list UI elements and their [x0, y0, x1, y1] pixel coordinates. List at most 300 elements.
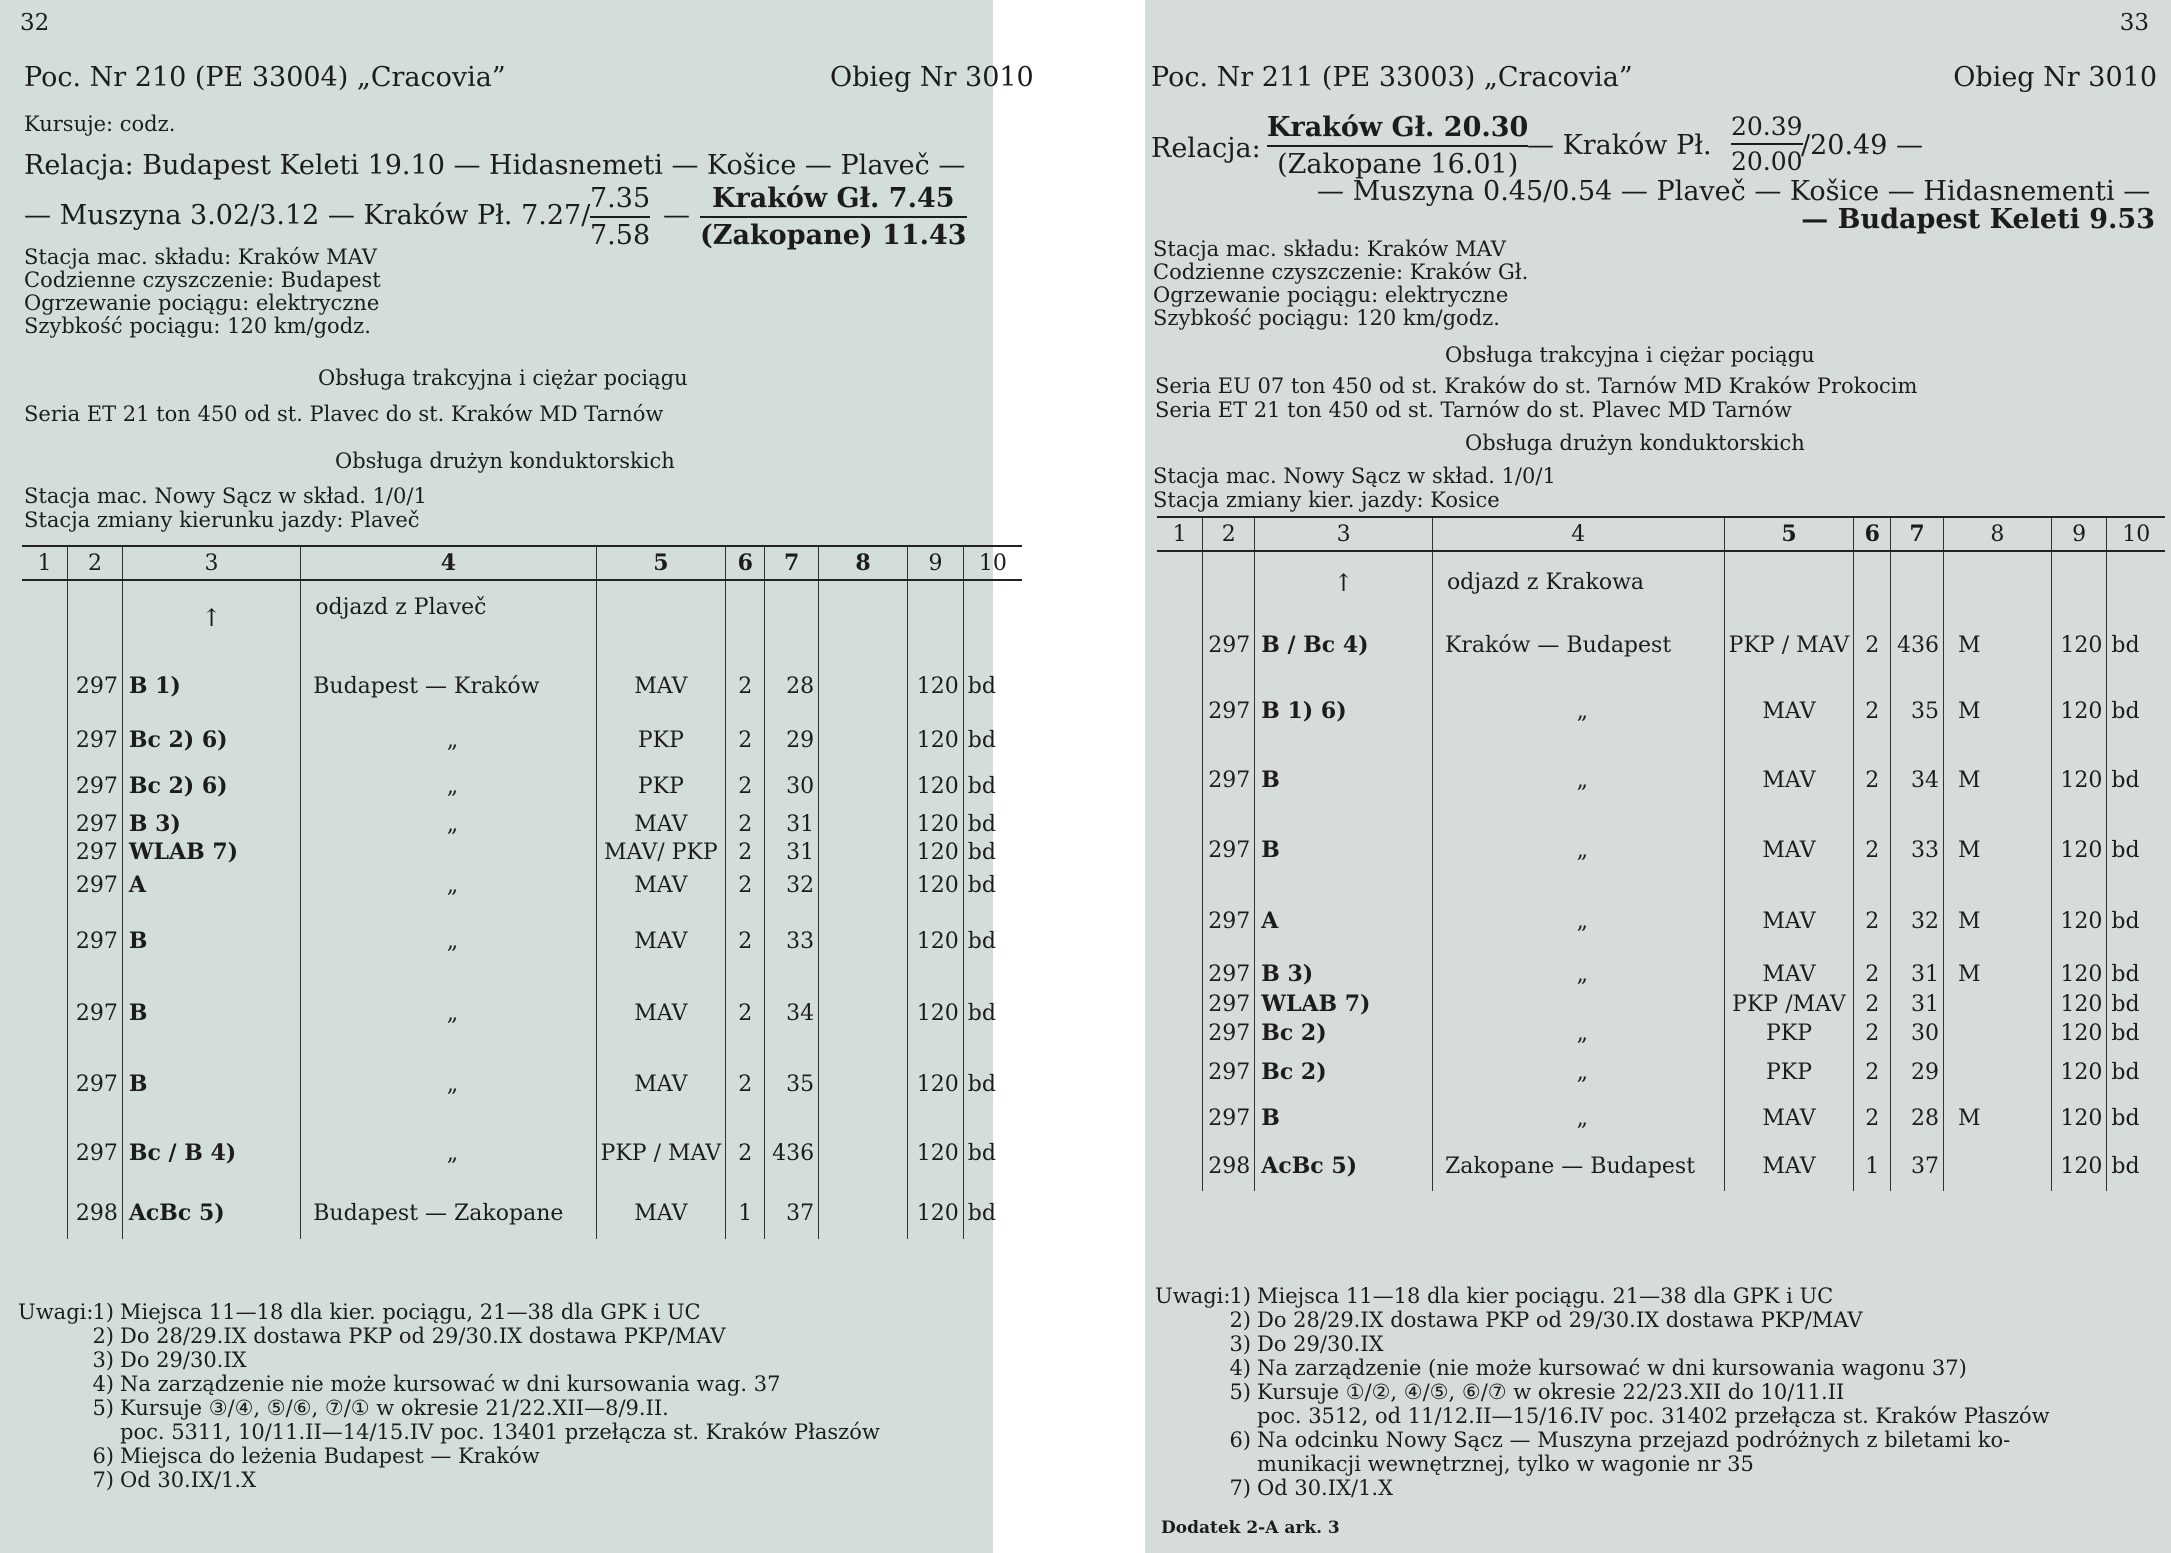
cell-col-7: 31	[1891, 991, 1944, 1017]
fraction-top: 7.35	[590, 183, 651, 214]
cell-col-4: „	[1432, 1017, 1724, 1049]
cell-col-8	[819, 1049, 908, 1119]
cell-col-7: 29	[765, 717, 819, 763]
note-number	[18, 1420, 120, 1444]
cell-col-7: 30	[1891, 1017, 1944, 1049]
cell-col-7: 31	[765, 809, 819, 839]
note-number: 5)	[1229, 1380, 1251, 1404]
cell-col-1	[1157, 991, 1203, 1017]
table-header-row	[22, 546, 1022, 580]
cell-col-6: 2	[1854, 1095, 1891, 1141]
cell-col-7: 31	[765, 839, 819, 865]
cell-col-8	[819, 1119, 908, 1187]
info-line: Szybkość pociągu: 120 km/godz.	[1153, 306, 1500, 330]
cell-col-4: Budapest — Kraków	[301, 655, 596, 717]
cell-col-3: B / Bc 4)	[1255, 613, 1433, 677]
cell-col-5: PKP	[1724, 1049, 1854, 1095]
note-text: Do 29/30.IX	[1257, 1332, 1384, 1356]
crew-heading: Obsługa drużyn konduktorskich	[1465, 431, 1805, 455]
cell-col-4: Zakopane — Budapest	[1432, 1141, 1724, 1191]
table-row	[1157, 745, 2165, 815]
column-header: 7	[765, 546, 819, 580]
note-number: 5)	[92, 1396, 114, 1420]
traction-heading: Obsługa trakcyjna i ciężar pociągu	[1445, 343, 1815, 367]
cell-col-1	[1157, 1049, 1203, 1095]
note-item	[1155, 1332, 2050, 1356]
cell-col-6: 2	[1854, 677, 1891, 745]
column-header: 9	[2051, 517, 2107, 551]
cell-col-9: 120	[2051, 677, 2107, 745]
cell-col-5: MAV	[1724, 1141, 1854, 1191]
cell-col-3: B 3)	[1255, 957, 1433, 991]
cell-col-4: „	[301, 977, 596, 1049]
cell-col-3: Bc / B 4)	[122, 1119, 300, 1187]
traction-line: Seria ET 21 ton 450 od st. Plavec do st. Kraków MD Tarnów	[24, 402, 664, 426]
cell-col-2: 297	[1203, 1095, 1255, 1141]
cell-col-9: 120	[2051, 1141, 2107, 1191]
departure-text: odjazd z Krakowa	[1432, 551, 1724, 613]
footer-text: Dodatek 2-A ark. 3	[1161, 1518, 1340, 1538]
notes-label: Uwagi:	[18, 1300, 94, 1324]
cell-col-6: 2	[1854, 745, 1891, 815]
cell-col-4: „	[1432, 1049, 1724, 1095]
cell-col-9: 120	[2051, 1049, 2107, 1095]
cell-col-10: bd	[963, 905, 1022, 977]
cell-col-7: 31	[1891, 957, 1944, 991]
cell-col-6: 2	[726, 809, 765, 839]
cell-col-10: bd	[2107, 815, 2165, 885]
cell-col-9: 120	[908, 717, 964, 763]
page-number: 33	[2119, 10, 2149, 36]
traction-heading: Obsługa trakcyjna i ciężar pociągu	[318, 366, 688, 390]
note-number: 6)	[1229, 1428, 1251, 1452]
cell-col-7: 35	[1891, 677, 1944, 745]
table-row	[1157, 677, 2165, 745]
note-item	[18, 1444, 880, 1468]
table-row	[22, 717, 1022, 763]
table-row	[1157, 815, 2165, 885]
cell-col-9: 120	[2051, 1017, 2107, 1049]
cell-col-1	[22, 865, 68, 905]
cell-col-5: MAV	[596, 865, 726, 905]
fraction-top: Kraków Gł. 7.45	[712, 183, 955, 214]
column-header: 8	[819, 546, 908, 580]
cell-col-1	[22, 717, 68, 763]
relacja-line-3	[1801, 204, 2155, 235]
note-text: Od 30.IX/1.X	[1257, 1476, 1394, 1500]
cell-col-3: Bc 2) 6)	[122, 763, 300, 809]
cell-col-5: MAV	[596, 1187, 726, 1239]
table-row	[1157, 1049, 2165, 1095]
cell-col-10: bd	[963, 809, 1022, 839]
cell-col-6: 2	[726, 865, 765, 905]
cell-col-5: PKP / MAV	[596, 1119, 726, 1187]
cell-col-6: 2	[726, 977, 765, 1049]
cell-col-2: 297	[68, 1119, 123, 1187]
cell-col-8	[819, 839, 908, 865]
fraction-bottom: (Zakopane 16.01)	[1277, 149, 1519, 180]
crew-block	[1153, 464, 1556, 512]
column-header: 6	[1854, 517, 1891, 551]
cell-col-5: PKP / MAV	[1724, 613, 1854, 677]
cell-col-10: bd	[963, 865, 1022, 905]
cell-col-2: 297	[1203, 677, 1255, 745]
cell-col-3: B 1)	[122, 655, 300, 717]
note-item	[18, 1468, 880, 1492]
cell-col-9: 120	[2051, 745, 2107, 815]
cell-col-1	[22, 809, 68, 839]
cell-col-6: 2	[1854, 1049, 1891, 1095]
note-text: Miejsca 11—18 dla kier. pociągu, 21—38 dla GPK i UC	[120, 1300, 701, 1324]
cell-col-9: 120	[2051, 1095, 2107, 1141]
note-item	[18, 1300, 880, 1324]
cell-col-6: 2	[1854, 991, 1891, 1017]
note-item	[1155, 1308, 2050, 1332]
cell-col-6: 2	[726, 1049, 765, 1119]
cell-col-5: MAV	[596, 1049, 726, 1119]
cell-col-10: bd	[963, 1187, 1022, 1239]
info-block	[1153, 238, 1528, 330]
cell-col-6: 1	[726, 1187, 765, 1239]
traction-block	[1155, 374, 1917, 422]
cell-col-1	[22, 1187, 68, 1239]
cell-col-8	[819, 1187, 908, 1239]
cell-col-4: „	[1432, 1095, 1724, 1141]
cell-col-8	[819, 977, 908, 1049]
cell-col-9: 120	[908, 1187, 964, 1239]
table-header-row	[1157, 517, 2165, 551]
cell-col-10: bd	[2107, 1017, 2165, 1049]
cell-col-9: 120	[2051, 613, 2107, 677]
relacja-label: Relacja:	[1151, 133, 1261, 164]
relacja-fraction-2	[700, 183, 967, 251]
cell-col-2: 298	[1203, 1141, 1255, 1191]
cell-col-6: 1	[1854, 1141, 1891, 1191]
left-page	[0, 0, 1034, 1553]
relacja-line-2: — Muszyna 3.02/3.12 — Kraków Pł. 7.27/	[24, 200, 591, 231]
note-number	[1155, 1452, 1257, 1476]
cell-col-1	[1157, 613, 1203, 677]
column-header: 2	[1203, 517, 1255, 551]
note-number: 1)	[1229, 1284, 1251, 1308]
table-row	[1157, 991, 2165, 1017]
info-line: Ogrzewanie pociągu: elektryczne	[24, 291, 380, 315]
cell-col-10: bd	[963, 977, 1022, 1049]
cell-col-3: B	[122, 977, 300, 1049]
note-text: Kursuje ①/②, ④/⑤, ⑥/⑦ w okresie 22/23.XII do 10/11.II	[1257, 1380, 1845, 1404]
obieg-label: Obieg Nr 3010	[1953, 62, 2157, 93]
info-line: Codzienne czyszczenie: Budapest	[24, 268, 381, 292]
note-number: 2)	[1229, 1308, 1251, 1332]
cell-col-3: WLAB 7)	[122, 839, 300, 865]
cell-col-1	[1157, 885, 1203, 957]
cell-col-3: B	[1255, 1095, 1433, 1141]
cell-col-1	[1157, 1017, 1203, 1049]
table-row	[1157, 613, 2165, 677]
note-number: 3)	[92, 1348, 114, 1372]
cell-col-9: 120	[908, 977, 964, 1049]
cell-col-7: 28	[1891, 1095, 1944, 1141]
cell-col-5: MAV	[596, 905, 726, 977]
cell-col-4: „	[1432, 885, 1724, 957]
timetable	[1157, 516, 2165, 1191]
column-header: 4	[1432, 517, 1724, 551]
up-arrow-icon: ↑	[122, 580, 300, 655]
note-item	[1155, 1452, 2050, 1476]
cell-col-10: bd	[2107, 957, 2165, 991]
cell-col-2: 297	[68, 977, 123, 1049]
up-arrow-icon: ↑	[1255, 551, 1433, 613]
cell-col-7: 33	[1891, 815, 1944, 885]
train-title	[24, 62, 506, 93]
cell-col-4: „	[1432, 957, 1724, 991]
cell-col-8: M	[1943, 1095, 2051, 1141]
cell-col-5: PKP	[1724, 1017, 1854, 1049]
column-header: 5	[1724, 517, 1854, 551]
cell-col-3: Bc 2)	[1255, 1049, 1433, 1095]
cell-col-6: 2	[726, 717, 765, 763]
note-number: 1)	[92, 1300, 114, 1324]
cell-col-8: M	[1943, 957, 2051, 991]
cell-col-1	[22, 655, 68, 717]
column-header: 4	[301, 546, 596, 580]
column-header: 6	[726, 546, 765, 580]
note-item	[1155, 1380, 2050, 1404]
cell-col-8	[819, 717, 908, 763]
note-text: Miejsca 11—18 dla kier pociągu. 21—38 dla GPK i UC	[1257, 1284, 1834, 1308]
cell-col-5: MAV	[1724, 957, 1854, 991]
cell-col-2: 297	[1203, 613, 1255, 677]
cell-col-8	[1943, 1141, 2051, 1191]
cell-col-4: Kraków — Budapest	[1432, 613, 1724, 677]
cell-col-2: 297	[68, 809, 123, 839]
note-item	[18, 1420, 880, 1444]
column-header: 3	[1255, 517, 1433, 551]
cell-col-8	[819, 865, 908, 905]
cell-col-2: 297	[1203, 885, 1255, 957]
cell-col-9: 120	[2051, 885, 2107, 957]
table-row	[22, 763, 1022, 809]
cell-col-5: MAV	[1724, 677, 1854, 745]
cell-col-1	[1157, 1141, 1203, 1191]
note-number: 6)	[92, 1444, 114, 1468]
cell-col-10: bd	[963, 763, 1022, 809]
cell-col-2: 297	[68, 839, 123, 865]
fraction-top: Kraków Gł. 20.30	[1267, 112, 1529, 143]
cell-col-10: bd	[2107, 991, 2165, 1017]
note-number: 7)	[92, 1468, 114, 1492]
cell-col-8: M	[1943, 885, 2051, 957]
note-number: 7)	[1229, 1476, 1251, 1500]
right-page	[1145, 0, 2171, 1553]
note-text: poc. 5311, 10/11.II—14/15.IV poc. 13401 przełącza st. Kraków Płaszów	[120, 1420, 880, 1444]
note-item	[1155, 1428, 2050, 1452]
cell-col-6: 2	[726, 1119, 765, 1187]
info-line: Stacja mac. składu: Kraków MAV	[1153, 237, 1506, 261]
cell-col-9: 120	[908, 905, 964, 977]
column-header: 10	[2107, 517, 2165, 551]
crew-line: Stacja mac. Nowy Sącz w skład. 1/0/1	[1153, 464, 1556, 488]
relacja-line-2: — Muszyna 0.45/0.54 — Plaveč — Košice — Hidasnementi —	[1317, 176, 2151, 207]
cell-col-9: 120	[908, 839, 964, 865]
note-text: poc. 3512, od 11/12.II—15/16.IV poc. 31402 przełącza st. Kraków Płaszów	[1257, 1404, 2050, 1428]
cell-col-4: „	[301, 809, 596, 839]
note-text: Na odcinku Nowy Sącz — Muszyna przejazd podróżnych z biletami ko-	[1257, 1428, 2011, 1452]
cell-col-6: 2	[726, 905, 765, 977]
crew-line: Stacja zmiany kier. jazdy: Kosice	[1153, 488, 1500, 512]
cell-col-9: 120	[908, 1119, 964, 1187]
cell-col-7: 37	[1891, 1141, 1944, 1191]
cell-col-7: 34	[765, 977, 819, 1049]
cell-col-1	[22, 905, 68, 977]
crew-block	[24, 484, 427, 532]
cell-col-10: bd	[2107, 677, 2165, 745]
crew-line: Stacja mac. Nowy Sącz w skład. 1/0/1	[24, 484, 427, 508]
relacja-line-1: Relacja: Budapest Keleti 19.10 — Hidasnemeti — Košice — Plaveč —	[24, 150, 966, 181]
cell-col-7: 35	[765, 1049, 819, 1119]
cell-col-8	[1943, 991, 2051, 1017]
cell-col-5: MAV	[1724, 1095, 1854, 1141]
relacja-dash: —	[663, 200, 690, 231]
note-number: 2)	[92, 1324, 114, 1348]
column-header: 5	[596, 546, 726, 580]
cell-col-7: 28	[765, 655, 819, 717]
cell-col-3: Bc 2)	[1255, 1017, 1433, 1049]
cell-col-1	[22, 839, 68, 865]
cell-col-5: MAV/ PKP	[596, 839, 726, 865]
note-item	[1155, 1356, 2050, 1380]
cell-col-2: 297	[68, 763, 123, 809]
cell-col-2: 297	[1203, 1017, 1255, 1049]
cell-col-3: A	[1255, 885, 1433, 957]
note-item	[18, 1348, 880, 1372]
notes-label: Uwagi:	[1155, 1284, 1231, 1308]
cell-col-10: bd	[2107, 745, 2165, 815]
cell-col-5: MAV	[596, 655, 726, 717]
cell-col-3: B	[1255, 815, 1433, 885]
relacja-after: /20.49 —	[1801, 130, 1923, 161]
cell-col-2: 297	[68, 655, 123, 717]
info-line: Codzienne czyszczenie: Kraków Gł.	[1153, 260, 1529, 284]
cell-col-7: 34	[1891, 745, 1944, 815]
cell-col-10: bd	[2107, 1095, 2165, 1141]
page-number: 32	[20, 10, 50, 36]
cell-col-3: B 3)	[122, 809, 300, 839]
cell-col-2: 297	[68, 905, 123, 977]
note-text: Do 28/29.IX dostawa PKP od 29/30.IX dostawa PKP/MAV	[120, 1324, 726, 1348]
train-title: Poc. Nr 211 (PE 33003) „Cracovia”	[1151, 62, 1633, 93]
cell-col-4	[301, 839, 596, 865]
traction-line: Seria ET 21 ton 450 od st. Tarnów do st. Plavec MD Tarnów	[1155, 398, 1792, 422]
cell-col-3: AcBc 5)	[1255, 1141, 1433, 1191]
cell-col-1	[22, 977, 68, 1049]
cell-col-8	[819, 905, 908, 977]
cell-col-1	[1157, 677, 1203, 745]
cell-col-2: 297	[68, 865, 123, 905]
column-header: 2	[68, 546, 123, 580]
cell-col-1	[1157, 957, 1203, 991]
note-number: 4)	[92, 1372, 114, 1396]
table-row	[1157, 885, 2165, 957]
cell-col-2: 297	[68, 1049, 123, 1119]
cell-col-3: B	[122, 1049, 300, 1119]
info-line: Szybkość pociągu: 120 km/godz.	[24, 314, 371, 338]
cell-col-9: 120	[908, 809, 964, 839]
cell-col-4: Budapest — Zakopane	[301, 1187, 596, 1239]
note-item	[18, 1396, 880, 1420]
cell-col-5: PKP	[596, 717, 726, 763]
table-row	[1157, 1141, 2165, 1191]
fraction-bottom: 7.58	[590, 220, 651, 251]
note-text: Kursuje ③/④, ⑤/⑥, ⑦/① w okresie 21/22.XII—8/9.II.	[120, 1396, 669, 1420]
note-item	[1155, 1476, 2050, 1500]
cell-col-4: „	[301, 1119, 596, 1187]
cell-col-5: MAV	[1724, 885, 1854, 957]
cell-col-2: 298	[68, 1187, 123, 1239]
table-row	[1157, 1017, 2165, 1049]
column-header: 1	[22, 546, 68, 580]
cell-col-6: 2	[1854, 1017, 1891, 1049]
crew-heading: Obsługa drużyn konduktorskich	[335, 449, 675, 473]
cell-col-2: 297	[1203, 745, 1255, 815]
cell-col-3: WLAB 7)	[1255, 991, 1433, 1017]
note-text: Od 30.IX/1.X	[120, 1468, 257, 1492]
note-text: munikacji wewnętrznej, tylko w wagonie nr 35	[1257, 1452, 1754, 1476]
relacja-fraction-1	[1267, 112, 1528, 180]
note-text: Na zarządzenie (nie może kursować w dni kursowania wagonu 37)	[1257, 1356, 1967, 1380]
crew-line: Stacja zmiany kierunku jazdy: Plaveč	[24, 508, 420, 532]
cell-col-10: bd	[963, 717, 1022, 763]
table-row	[22, 865, 1022, 905]
cell-col-10: bd	[963, 1119, 1022, 1187]
cell-col-9: 120	[908, 655, 964, 717]
departure-text: odjazd z Plaveč	[301, 580, 596, 655]
table-row	[22, 655, 1022, 717]
cell-col-9: 120	[2051, 957, 2107, 991]
cell-col-1	[22, 763, 68, 809]
cell-col-8	[1943, 1049, 2051, 1095]
obieg-label: Obieg Nr 3010	[830, 62, 1034, 93]
note-item	[18, 1372, 880, 1396]
cell-col-8	[819, 763, 908, 809]
info-line: Stacja mac. składu: Kraków MAV	[24, 245, 377, 269]
relacja-destination: — Budapest Keleti 9.53	[1801, 204, 2155, 235]
table-row	[22, 1119, 1022, 1187]
cell-col-2: 297	[1203, 815, 1255, 885]
cell-col-4: „	[301, 1049, 596, 1119]
cell-col-6: 2	[726, 763, 765, 809]
cell-col-4: „	[1432, 815, 1724, 885]
fraction-bottom: (Zakopane) 11.43	[700, 220, 967, 251]
timetable	[22, 545, 1022, 1239]
cell-col-5: MAV	[1724, 745, 1854, 815]
cell-col-7: 37	[765, 1187, 819, 1239]
note-number: 4)	[1229, 1356, 1251, 1380]
cell-col-3: B	[122, 905, 300, 977]
cell-col-7: 32	[1891, 885, 1944, 957]
note-text: Na zarządzenie nie może kursować w dni kursowania wag. 37	[120, 1372, 781, 1396]
cell-col-4: „	[301, 905, 596, 977]
cell-col-6: 2	[1854, 613, 1891, 677]
cell-col-3: Bc 2) 6)	[122, 717, 300, 763]
fraction-top: 20.39	[1731, 112, 1803, 141]
cell-col-10: bd	[963, 655, 1022, 717]
relacja-fraction-1	[590, 183, 650, 251]
cell-col-5: PKP /MAV	[1724, 991, 1854, 1017]
cell-col-8: M	[1943, 613, 2051, 677]
cell-col-6: 2	[726, 655, 765, 717]
table-row	[22, 905, 1022, 977]
